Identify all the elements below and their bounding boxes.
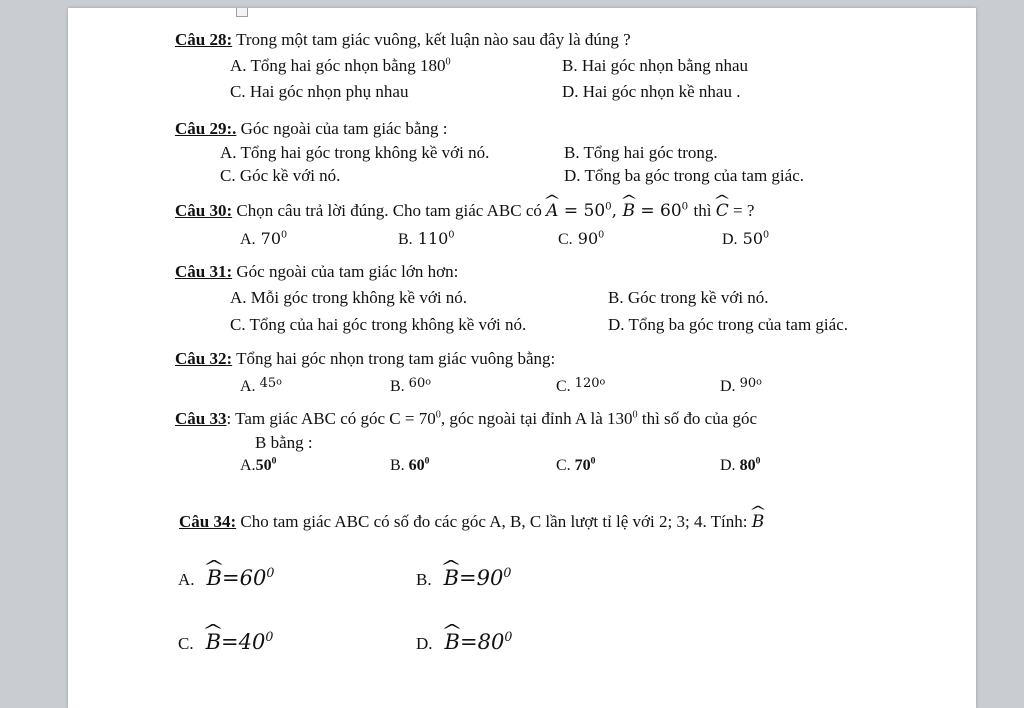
then-word: thì bbox=[693, 201, 712, 220]
option-value: 80 bbox=[739, 457, 756, 474]
question-text: Chọn câu trả lời đúng. Cho tam giác ABC có bbox=[236, 201, 542, 220]
angle-b-hat: ^ B bbox=[622, 201, 635, 221]
angle-value: 40 bbox=[238, 630, 266, 654]
degree-sup: 0 bbox=[266, 565, 275, 580]
degree-sup: 0 bbox=[281, 229, 288, 241]
option-label: D. bbox=[608, 315, 625, 334]
option-28-b bbox=[562, 56, 748, 76]
option-33-d bbox=[720, 457, 760, 475]
option-label: A. bbox=[220, 143, 237, 162]
option-value bbox=[206, 630, 274, 654]
option-32-c bbox=[556, 376, 605, 396]
option-32-b bbox=[390, 376, 431, 396]
option-value: 60 bbox=[408, 376, 426, 391]
document-page bbox=[68, 8, 976, 708]
option-label: A. bbox=[240, 378, 256, 395]
option-29-c bbox=[220, 166, 340, 186]
option-label: D. bbox=[416, 634, 433, 653]
comma: , bbox=[611, 201, 618, 221]
option-label: A. bbox=[230, 56, 247, 75]
angle-b-letter: ^ B bbox=[207, 566, 222, 590]
question-text: Cho tam giác ABC có số đo các góc A, B, C lần lượt tỉ lệ với 2; 3; 4. Tính: bbox=[240, 512, 748, 531]
option-34-d bbox=[416, 630, 512, 654]
option-label: D. bbox=[562, 82, 579, 101]
degree-sup: o bbox=[425, 376, 431, 388]
degree-sup: 0 bbox=[445, 56, 451, 68]
option-value: 90 bbox=[577, 229, 599, 248]
question-number: Câu 31: bbox=[175, 262, 233, 281]
question-number: Câu 30: bbox=[175, 201, 233, 220]
option-text: Tổng hai góc trong không kề với nó. bbox=[240, 143, 490, 162]
question-text: Tổng hai góc nhọn trong tam giác vuông bằng: bbox=[236, 349, 556, 368]
option-text: Tổng hai góc trong. bbox=[583, 143, 718, 162]
question-number: Câu 28: bbox=[175, 30, 233, 49]
page-corner-marker bbox=[236, 8, 248, 17]
option-label: C. bbox=[558, 231, 573, 248]
equals-sign: = bbox=[640, 201, 655, 221]
equals-sign: = bbox=[221, 566, 240, 590]
option-31-a bbox=[230, 288, 467, 308]
option-value: 50 bbox=[742, 229, 764, 248]
math-expression bbox=[546, 201, 693, 221]
option-value: 70 bbox=[574, 457, 591, 474]
option-text: Hai góc nhọn bằng nhau bbox=[581, 56, 749, 75]
question-29 bbox=[175, 119, 447, 139]
option-29-b bbox=[564, 143, 718, 163]
degree-sup: 0 bbox=[448, 229, 455, 241]
angle-a-value: 130 bbox=[607, 409, 633, 428]
option-text: Tổng hai góc nhọn bằng 180 bbox=[250, 56, 446, 75]
option-label: C. bbox=[220, 166, 236, 185]
degree-sup: o bbox=[756, 376, 762, 388]
question-28 bbox=[175, 30, 631, 50]
question-text-3: thì số đo của góc bbox=[637, 409, 758, 428]
degree-sup: 0 bbox=[598, 229, 605, 241]
option-30-a bbox=[240, 229, 287, 249]
question-34 bbox=[179, 512, 764, 532]
option-34-b bbox=[416, 566, 511, 590]
degree-sup: 0 bbox=[504, 629, 513, 644]
option-label: B. bbox=[562, 56, 578, 75]
option-value: 45 bbox=[259, 376, 277, 391]
question-33 bbox=[175, 409, 757, 429]
degree-sup: 0 bbox=[681, 201, 689, 213]
option-text: Tổng ba góc trong của tam giác. bbox=[628, 315, 848, 334]
question-text: Trong một tam giác vuông, kết luận nào sau đây là đúng ? bbox=[236, 30, 631, 49]
option-33-a bbox=[240, 457, 276, 475]
degree-sup: 0 bbox=[755, 455, 761, 467]
option-value: 70 bbox=[260, 229, 282, 248]
question-number: Câu 33 bbox=[175, 409, 227, 428]
equals-sign: = bbox=[221, 630, 239, 654]
option-label: B. bbox=[398, 231, 413, 248]
option-text: Tổng ba góc trong của tam giác. bbox=[584, 166, 804, 185]
option-label: D. bbox=[720, 378, 736, 395]
degree-sup: o bbox=[276, 376, 282, 388]
question-31 bbox=[175, 262, 458, 282]
degree-sup: 0 bbox=[605, 201, 612, 213]
question-number: Câu 32: bbox=[175, 349, 233, 368]
question-text-line2: B bằng : bbox=[255, 433, 313, 452]
option-29-d bbox=[564, 166, 804, 186]
question-number: Câu 34: bbox=[179, 512, 237, 531]
option-label: A. bbox=[230, 288, 247, 307]
question-text: Góc ngoài của tam giác bằng : bbox=[240, 119, 448, 138]
option-33-c bbox=[556, 457, 595, 475]
angle-a-hat: ^ A bbox=[546, 201, 558, 221]
degree-sup: 0 bbox=[265, 629, 274, 644]
option-text: Hai góc nhọn phụ nhau bbox=[249, 82, 409, 101]
option-label: A. bbox=[240, 231, 256, 248]
option-label: B. bbox=[608, 288, 624, 307]
option-31-b bbox=[608, 288, 769, 308]
option-label: B. bbox=[564, 143, 580, 162]
option-label: A. bbox=[178, 570, 195, 589]
option-30-d bbox=[722, 229, 769, 249]
degree-sup: 0 bbox=[632, 409, 638, 421]
option-value: 120 bbox=[574, 376, 600, 391]
option-text: Góc kề với nó. bbox=[239, 166, 341, 185]
equals-sign: = bbox=[459, 630, 478, 654]
question-30 bbox=[175, 201, 754, 221]
degree-sup: 0 bbox=[763, 229, 770, 241]
option-label: D. bbox=[722, 231, 738, 248]
option-text: Hai góc nhọn kề nhau . bbox=[582, 82, 741, 101]
question-number: Câu 29:. bbox=[175, 119, 237, 138]
angle-c-value: 70 bbox=[418, 409, 436, 428]
option-34-c bbox=[178, 630, 273, 654]
angle-c-hat bbox=[716, 201, 729, 221]
degree-sup: 0 bbox=[503, 565, 512, 580]
option-label: B. bbox=[390, 457, 405, 474]
angle-value: 60 bbox=[239, 566, 267, 590]
angle-value: 80 bbox=[477, 630, 505, 654]
angle-b-letter: ^ B bbox=[444, 566, 459, 590]
angle-c-letter: ^ C bbox=[716, 201, 729, 221]
option-label: C. bbox=[556, 457, 571, 474]
option-value: 60 bbox=[408, 457, 425, 474]
option-28-c bbox=[230, 82, 408, 102]
option-31-d bbox=[608, 315, 848, 335]
option-28-d bbox=[562, 82, 740, 102]
option-text: Mỗi góc trong không kề với nó. bbox=[250, 288, 468, 307]
question-32 bbox=[175, 349, 555, 369]
option-value bbox=[444, 566, 512, 590]
question-text-2: , góc ngoài tại đỉnh A là bbox=[440, 409, 608, 428]
question-end: = ? bbox=[733, 201, 755, 220]
option-32-a bbox=[240, 376, 282, 396]
degree-sup: 0 bbox=[271, 455, 277, 467]
option-label: C. bbox=[556, 378, 571, 395]
question-text: Góc ngoài của tam giác lớn hơn: bbox=[236, 262, 459, 281]
option-29-a bbox=[220, 143, 489, 163]
angle-b-letter: ^ B bbox=[752, 512, 765, 532]
option-32-d bbox=[720, 376, 762, 396]
option-value: 90 bbox=[739, 376, 757, 391]
option-label: B. bbox=[390, 378, 405, 395]
option-label: A. bbox=[240, 457, 256, 474]
option-label: D. bbox=[720, 457, 736, 474]
equals-sign: = bbox=[459, 566, 477, 590]
degree-sup: 0 bbox=[424, 455, 430, 467]
option-text: Góc trong kề với nó. bbox=[627, 288, 769, 307]
option-value bbox=[445, 630, 513, 654]
option-value: 110 bbox=[417, 229, 449, 248]
angle-b-hat bbox=[752, 512, 765, 532]
angle-a-value: 50 bbox=[583, 201, 606, 221]
option-label: C. bbox=[178, 634, 194, 653]
degree-sup: 0 bbox=[435, 409, 441, 421]
option-30-b bbox=[398, 229, 454, 249]
angle-value: 90 bbox=[476, 566, 504, 590]
option-30-c bbox=[558, 229, 604, 249]
option-33-b bbox=[390, 457, 429, 475]
option-text: Tổng của hai góc trong không kề với nó. bbox=[249, 315, 527, 334]
angle-b-letter: ^ B bbox=[206, 630, 221, 654]
angle-b-letter: ^ B bbox=[445, 630, 460, 654]
question-text: : Tam giác ABC có góc C = bbox=[226, 409, 419, 428]
question-33-line2 bbox=[255, 433, 313, 453]
degree-sup: 0 bbox=[590, 455, 596, 467]
option-label: C. bbox=[230, 315, 246, 334]
option-28-a bbox=[230, 56, 451, 76]
option-34-a bbox=[178, 566, 274, 590]
angle-b-value: 60 bbox=[660, 201, 682, 221]
equals-sign: = bbox=[563, 201, 579, 221]
option-31-c bbox=[230, 315, 526, 335]
option-label: B. bbox=[416, 570, 432, 589]
degree-sup: o bbox=[599, 376, 606, 388]
option-value bbox=[207, 566, 275, 590]
option-label: C. bbox=[230, 82, 246, 101]
option-label: D. bbox=[564, 166, 581, 185]
option-value: 50 bbox=[255, 457, 272, 474]
